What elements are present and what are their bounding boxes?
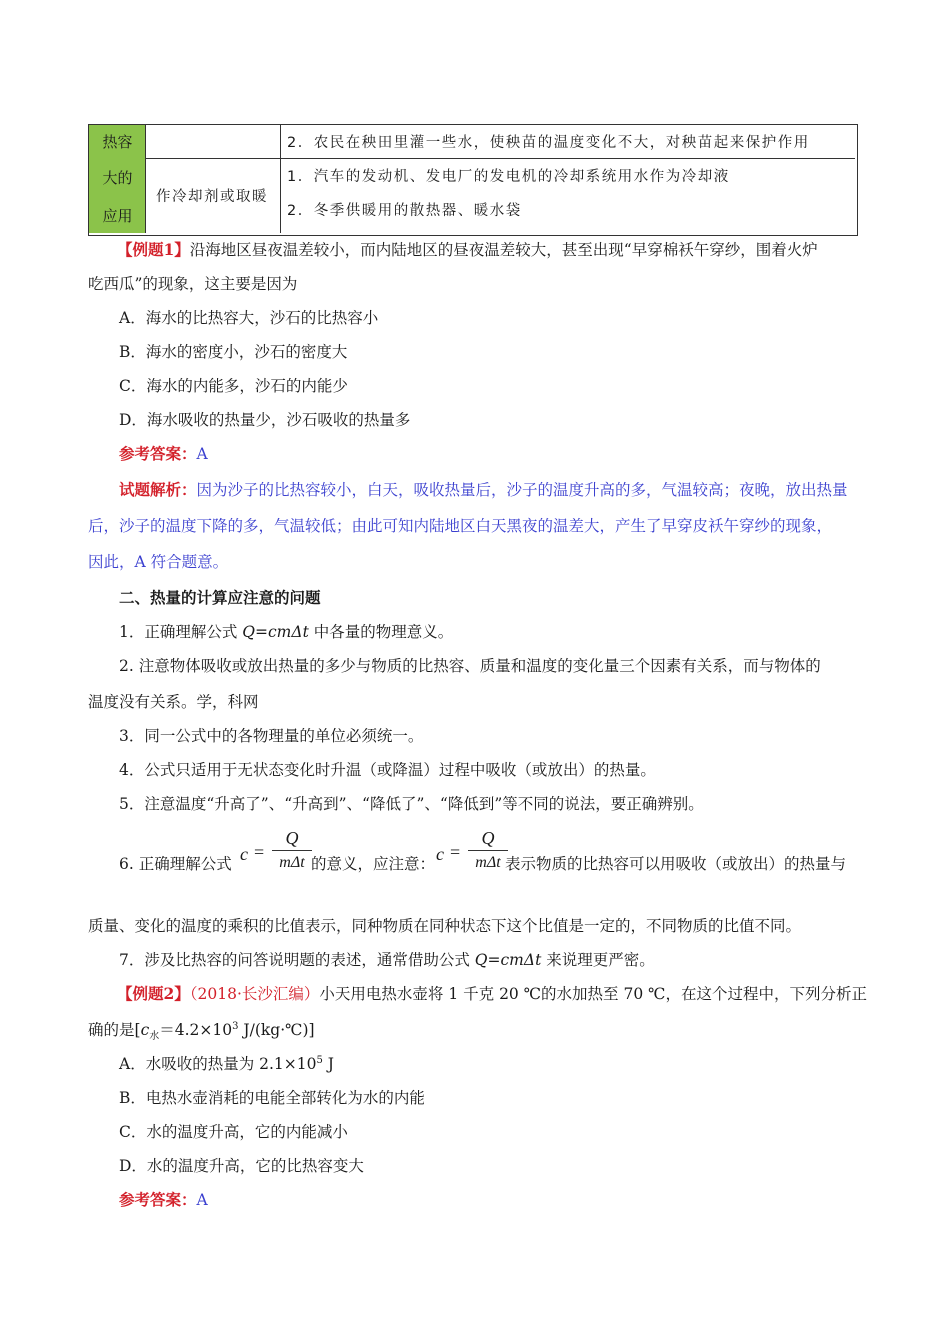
example2-stem-line1 (117, 984, 867, 1004)
example1-analysis-text1: 因为沙子的比热容较小，白天，吸收热量后，沙子的温度升高的多，气温较高；夜晚，放出热量 (196, 481, 848, 499)
example2-source: （2018·长沙汇编） (189, 985, 320, 1003)
example1-stem-text1: 沿海地区昼夜温差较小，而内陆地区的昼夜温差较大，甚至出现“早穿棉袄午穿纱，围着火炉 (189, 241, 818, 259)
stem2-mid: ＝4.2×10 (159, 1021, 233, 1039)
fraction2-c: c (436, 844, 444, 864)
example1-answer (119, 444, 208, 464)
stem2-post: J/(kg·℃)] (238, 1021, 315, 1039)
section2-point6-pre: 6. 正确理解公式 (119, 855, 232, 873)
example1-answer-value: A (196, 445, 208, 463)
point7-formula: Q=cmΔt (474, 951, 542, 969)
table-row1-content (281, 125, 855, 159)
fraction1-denominator: mΔt (279, 854, 305, 871)
optA-exp: 5 (316, 1054, 323, 1066)
example2-answer-value: A (196, 1191, 208, 1209)
fraction2-eq: = (450, 842, 461, 862)
fraction2-bar (468, 850, 508, 851)
fraction1-bar (272, 850, 312, 851)
fraction1-c: c (240, 844, 248, 864)
section2-point4: 4．公式只适用于无状态变化时升温（或降温）过程中吸收（或放出）的热量。 (119, 761, 656, 779)
table-empty-cell (146, 125, 281, 159)
formula-fraction-2 (436, 828, 511, 880)
section2-point6-line2: 质量、变化的温度的乘积的比值表示，同种物质在同种状态下这个比值是一定的，不同物质的比值不同。 (88, 917, 802, 935)
example2-stem-text1: 小天用电热水壶将 1 千克 20 ℃的水加热至 70 ℃，在这个过程中，下列分析正 (319, 985, 867, 1003)
example2-answer (119, 1190, 208, 1210)
fraction2-numerator: Q (481, 828, 495, 848)
example1-analysis-label: 试题解析： (119, 480, 197, 499)
point1-pre: 1．正确理解公式 (119, 623, 243, 641)
fraction1-numerator: Q (285, 828, 299, 848)
subcategory-label: 作冷却剂或取暖 (156, 189, 268, 205)
section2-point7 (119, 950, 655, 970)
example2-option-c: C．水的温度升高，它的内能减小 (119, 1123, 348, 1141)
section2-heading: 二、热量的计算应注意的问题 (119, 588, 321, 607)
example2-option-d: D．水的温度升高，它的比热容变大 (119, 1157, 364, 1175)
point1-formula: Q=cmΔt (242, 623, 309, 641)
example1-analysis-line3: 因此，A 符合题意。 (88, 553, 229, 571)
optA-pre: A．水吸收的热量为 2.1×10 (119, 1055, 317, 1073)
example2-option-b: B．电热水壶消耗的电能全部转化为水的内能 (119, 1089, 425, 1107)
example1-stem-line1 (117, 240, 818, 260)
section2-point1 (119, 622, 453, 642)
table-row2-content (281, 159, 855, 233)
section2-point5: 5．注意温度“升高了”、“升高到”、“降低了”、“降低到”等不同的说法，要正确辨别。 (119, 795, 704, 813)
optA-post: J (322, 1055, 334, 1073)
example2-stem-line2 (88, 1020, 315, 1043)
example1-answer-label: 参考答案： (119, 444, 197, 463)
row1-text: 2．农民在秧田里灌一些水，使秧苗的温度变化不大，对秧苗起来保护作用 (287, 135, 810, 151)
example1-analysis-line2: 后，沙子的温度下降的多，气温较低；由此可知内陆地区白天黑夜的温差大，产生了早穿皮袄午穿纱的现象， (88, 517, 833, 535)
section2-point3: 3．同一公式中的各物理量的单位必须统一。 (119, 727, 424, 745)
stem2-exp: 3 (232, 1020, 239, 1032)
example1-option-a: A．海水的比热容大，沙石的比热容小 (119, 309, 379, 327)
stem2-pre: 确的是[ (88, 1021, 141, 1039)
section2-point6-post: 表示物质的比热容可以用吸收（或放出）的热量与 (505, 855, 847, 873)
section2-point6-mid: 的意义，应注意： (311, 855, 436, 873)
fraction2-denominator: mΔt (475, 854, 501, 871)
example2-option-a (119, 1054, 334, 1074)
row2-line2: 2．冬季供暖用的散热器、暖水袋 (287, 203, 522, 219)
example1-option-d: D．海水吸收的热量少，沙石吸收的热量多 (119, 411, 411, 429)
fraction1-eq: = (254, 842, 265, 862)
section2-point2-line1: 2. 注意物体吸收或放出热量的多少与物质的比热容、质量和温度的变化量三个因素有关系，而与物体的 (119, 657, 821, 675)
table-category-cell (89, 125, 146, 233)
category-label-line3: 应用 (102, 207, 133, 225)
point7-pre: 7．涉及比热容的问答说明题的表述，通常借助公式 (119, 951, 475, 969)
example2-answer-label: 参考答案： (119, 1190, 197, 1209)
example2-tag: 【例题2】 (117, 984, 190, 1003)
table-subcategory-cell (146, 159, 281, 233)
example1-analysis-line1 (119, 480, 848, 500)
section2-point2-line2: 温度没有关系。学，科网 (88, 693, 259, 711)
formula-fraction-1 (240, 828, 315, 880)
example1-stem-line2: 吃西瓜”的现象，这主要是因为 (88, 275, 298, 293)
stem2-c: c (140, 1021, 150, 1039)
stem2-sub: 水 (149, 1031, 160, 1043)
category-label-line1: 热容 (102, 133, 133, 151)
point1-post: 中各量的物理意义。 (308, 623, 454, 641)
category-label-line2: 大的 (102, 169, 133, 187)
example1-tag: 【例题1】 (117, 240, 190, 259)
point7-post: 来说理更严密。 (541, 951, 655, 969)
example1-option-c: C．海水的内能多，沙石的内能少 (119, 377, 348, 395)
heat-capacity-table (88, 124, 858, 236)
example1-option-b: B．海水的密度小，沙石的密度大 (119, 343, 348, 361)
row2-line1: 1．汽车的发动机、发电厂的发电机的冷却系统用水作为冷却液 (287, 169, 730, 185)
